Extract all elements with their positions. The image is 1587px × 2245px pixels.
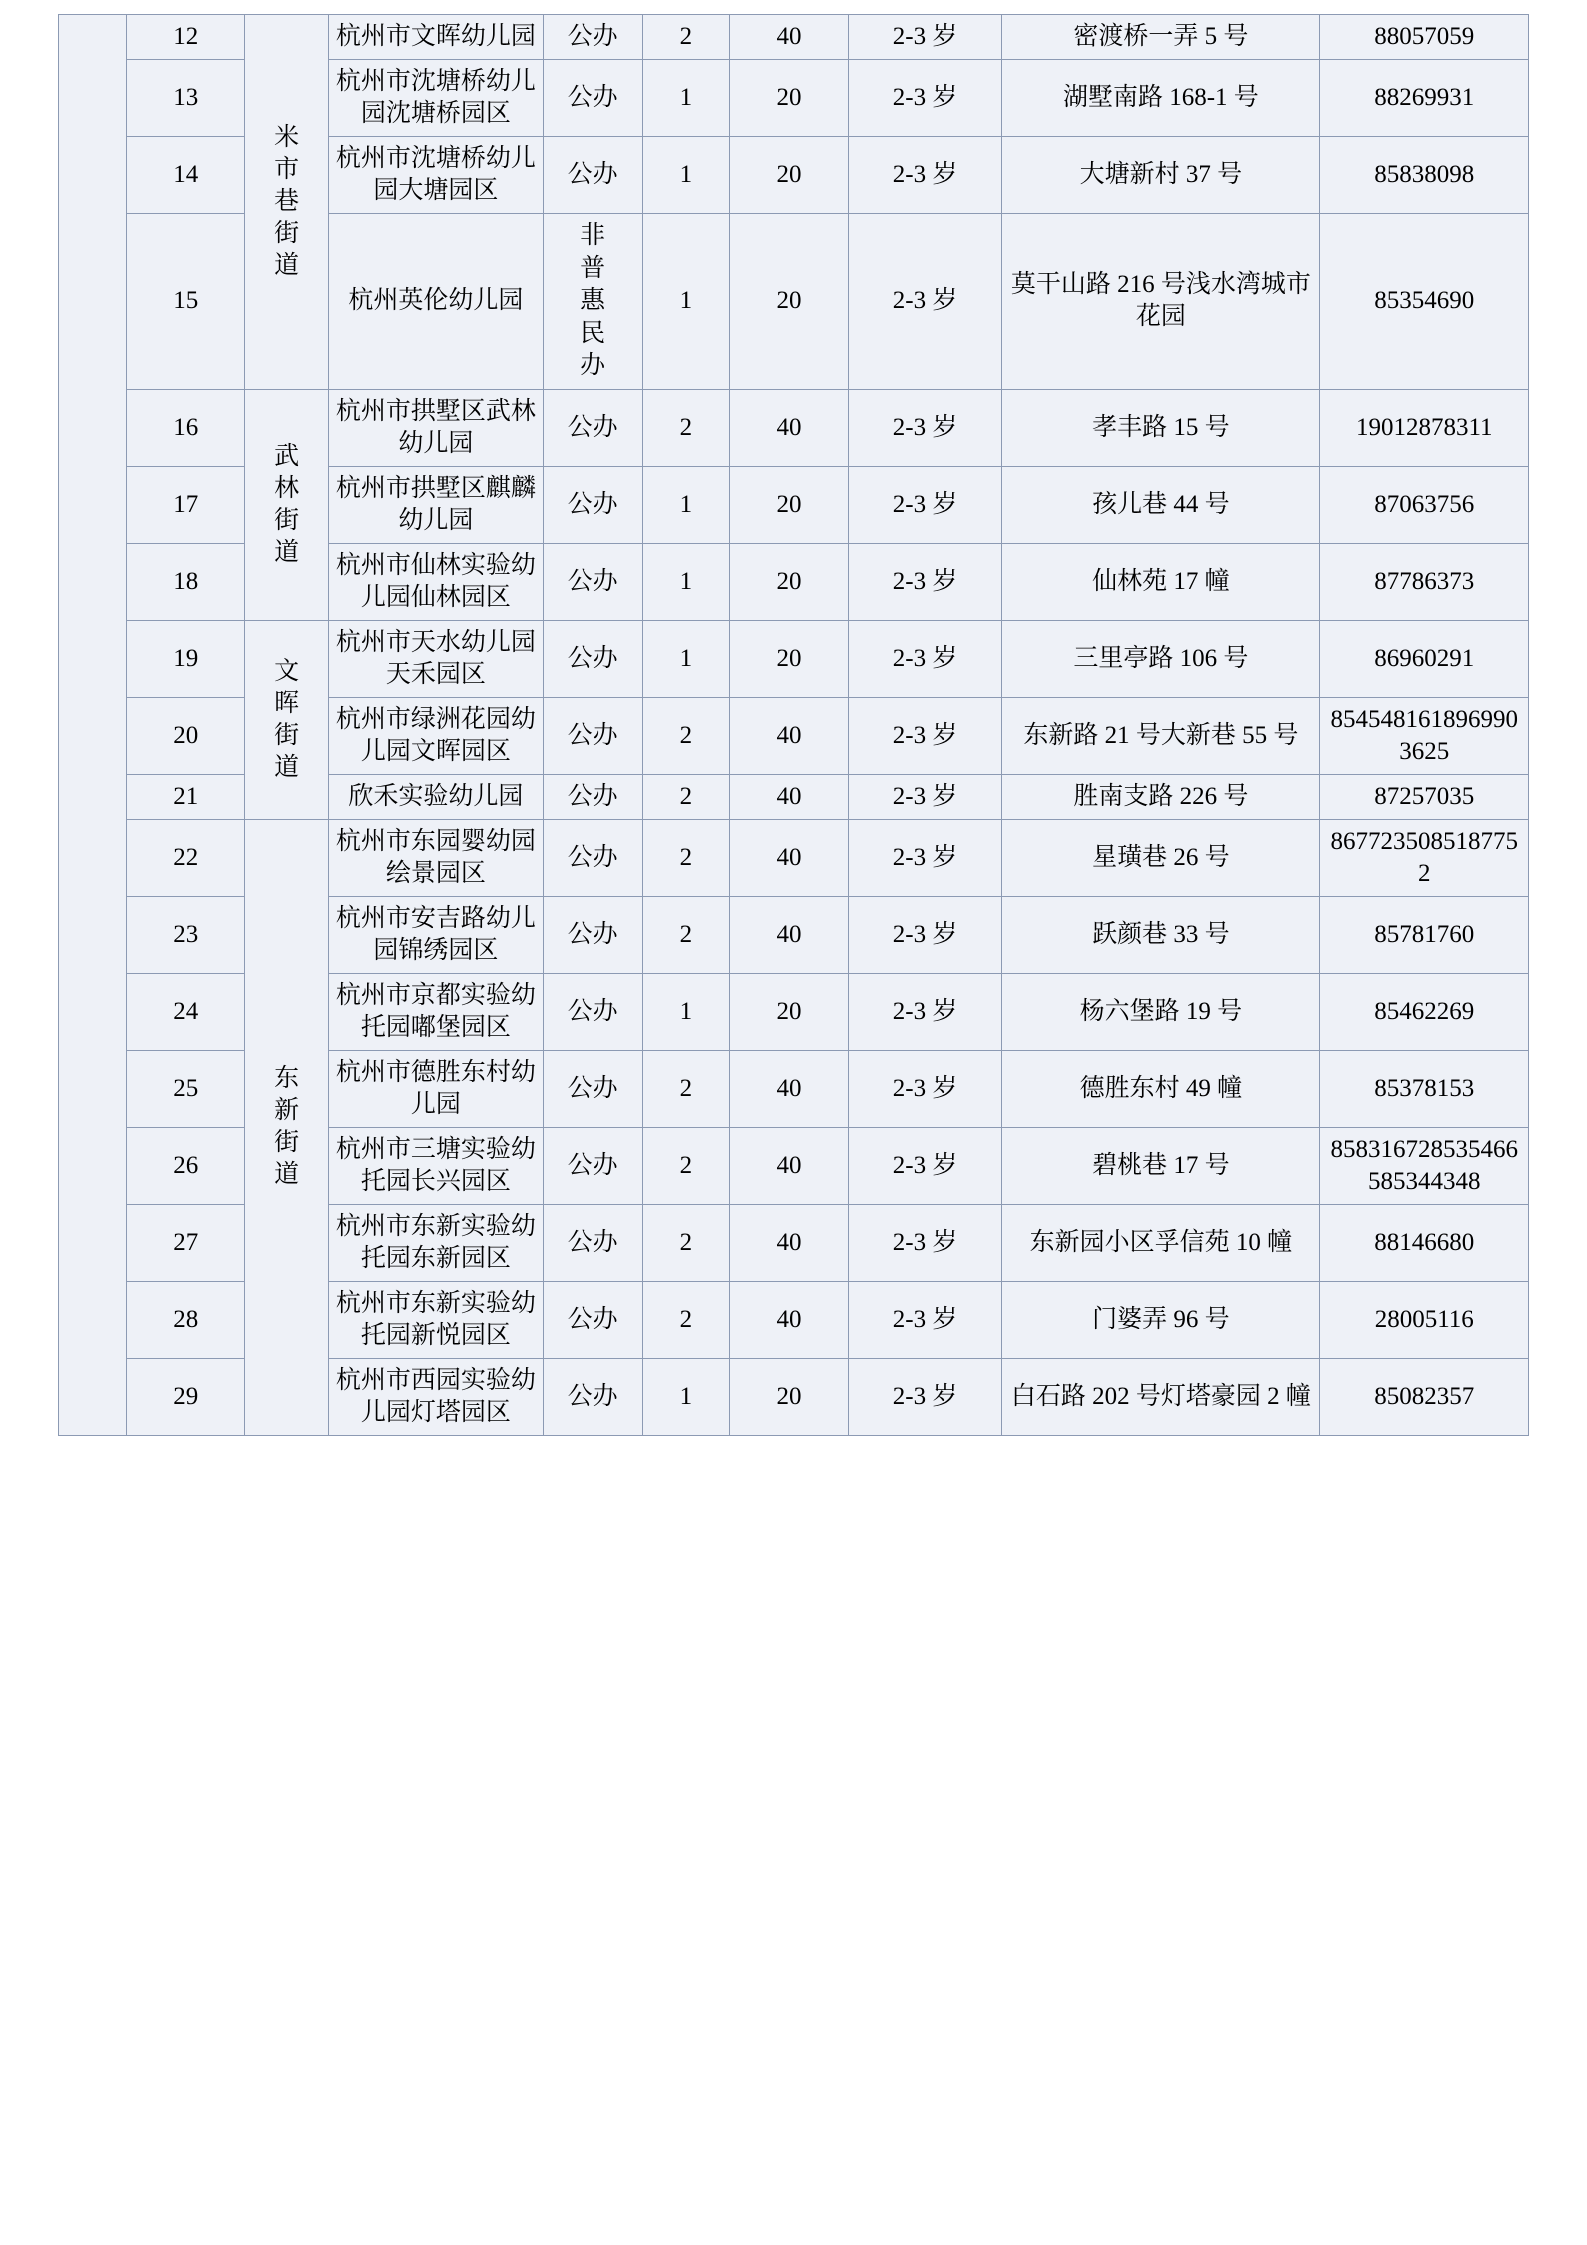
class-count: 2 bbox=[642, 1204, 730, 1281]
seat-count: 40 bbox=[730, 819, 848, 896]
age-range: 2-3 岁 bbox=[848, 1127, 1002, 1204]
left-margin-cell bbox=[59, 15, 127, 1436]
row-index: 15 bbox=[127, 214, 245, 390]
kindergarten-name: 杭州市东新实验幼托园东新园区 bbox=[328, 1204, 543, 1281]
phone: 87257035 bbox=[1320, 774, 1529, 819]
class-count: 2 bbox=[642, 1281, 730, 1358]
age-range: 2-3 岁 bbox=[848, 697, 1002, 774]
row-index: 18 bbox=[127, 543, 245, 620]
class-count: 1 bbox=[642, 973, 730, 1050]
kindergarten-name: 杭州市拱墅区麒麟幼儿园 bbox=[328, 466, 543, 543]
kindergarten-type: 公办 bbox=[543, 466, 642, 543]
street-group-wulin bbox=[245, 389, 328, 620]
class-count: 1 bbox=[642, 620, 730, 697]
class-count: 2 bbox=[642, 389, 730, 466]
address: 星璜巷 26 号 bbox=[1002, 819, 1320, 896]
row-index: 29 bbox=[127, 1358, 245, 1435]
kindergarten-type: 公办 bbox=[543, 1050, 642, 1127]
address: 德胜东村 49 幢 bbox=[1002, 1050, 1320, 1127]
class-count: 2 bbox=[642, 774, 730, 819]
kindergarten-type: 公办 bbox=[543, 15, 642, 60]
age-range: 2-3 岁 bbox=[848, 214, 1002, 390]
address: 跃颜巷 33 号 bbox=[1002, 896, 1320, 973]
seat-count: 40 bbox=[730, 774, 848, 819]
kindergarten-name: 杭州市京都实验幼托园嘟堡园区 bbox=[328, 973, 543, 1050]
seat-count: 20 bbox=[730, 214, 848, 390]
kindergarten-type: 公办 bbox=[543, 774, 642, 819]
kindergarten-name: 杭州市拱墅区武林幼儿园 bbox=[328, 389, 543, 466]
row-index: 22 bbox=[127, 819, 245, 896]
kindergarten-name: 杭州市沈塘桥幼儿园大塘园区 bbox=[328, 137, 543, 214]
row-index: 23 bbox=[127, 896, 245, 973]
phone: 858316728535466585344348 bbox=[1320, 1127, 1529, 1204]
seat-count: 20 bbox=[730, 620, 848, 697]
kindergarten-type: 公办 bbox=[543, 60, 642, 137]
address: 胜南支路 226 号 bbox=[1002, 774, 1320, 819]
kindergarten-enrollment-table bbox=[58, 14, 1529, 1436]
address: 大塘新村 37 号 bbox=[1002, 137, 1320, 214]
age-range: 2-3 岁 bbox=[848, 60, 1002, 137]
kindergarten-type: 公办 bbox=[543, 973, 642, 1050]
row-index: 26 bbox=[127, 1127, 245, 1204]
age-range: 2-3 岁 bbox=[848, 137, 1002, 214]
seat-count: 40 bbox=[730, 15, 848, 60]
street-group-dongxin bbox=[245, 819, 328, 1435]
seat-count: 20 bbox=[730, 1358, 848, 1435]
table-row bbox=[59, 389, 1529, 466]
kindergarten-type: 公办 bbox=[543, 543, 642, 620]
age-range: 2-3 岁 bbox=[848, 620, 1002, 697]
age-range: 2-3 岁 bbox=[848, 543, 1002, 620]
class-count: 1 bbox=[642, 137, 730, 214]
age-range: 2-3 岁 bbox=[848, 15, 1002, 60]
kindergarten-type: 公办 bbox=[543, 896, 642, 973]
seat-count: 40 bbox=[730, 697, 848, 774]
class-count: 2 bbox=[642, 1127, 730, 1204]
kindergarten-type: 公办 bbox=[543, 1281, 642, 1358]
table-row bbox=[59, 620, 1529, 697]
kindergarten-name: 欣禾实验幼儿园 bbox=[328, 774, 543, 819]
row-index: 25 bbox=[127, 1050, 245, 1127]
street-label: 文晖街道 bbox=[274, 657, 300, 781]
address: 杨六堡路 19 号 bbox=[1002, 973, 1320, 1050]
phone: 85082357 bbox=[1320, 1358, 1529, 1435]
phone: 85462269 bbox=[1320, 973, 1529, 1050]
address: 白石路 202 号灯塔豪园 2 幢 bbox=[1002, 1358, 1320, 1435]
table-row bbox=[59, 15, 1529, 60]
class-count: 2 bbox=[642, 1050, 730, 1127]
class-count: 1 bbox=[642, 1358, 730, 1435]
kindergarten-type: 公办 bbox=[543, 137, 642, 214]
age-range: 2-3 岁 bbox=[848, 1358, 1002, 1435]
row-index: 17 bbox=[127, 466, 245, 543]
class-count: 1 bbox=[642, 60, 730, 137]
phone: 8677235085187752 bbox=[1320, 819, 1529, 896]
kindergarten-type: 公办 bbox=[543, 389, 642, 466]
type-label: 非普惠民办 bbox=[580, 222, 606, 379]
kindergarten-name: 杭州市东新实验幼托园新悦园区 bbox=[328, 1281, 543, 1358]
address: 仙林苑 17 幢 bbox=[1002, 543, 1320, 620]
seat-count: 20 bbox=[730, 543, 848, 620]
phone: 85838098 bbox=[1320, 137, 1529, 214]
phone: 87786373 bbox=[1320, 543, 1529, 620]
address: 莫干山路 216 号浅水湾城市花园 bbox=[1002, 214, 1320, 390]
seat-count: 40 bbox=[730, 1050, 848, 1127]
address: 孩儿巷 44 号 bbox=[1002, 466, 1320, 543]
class-count: 2 bbox=[642, 819, 730, 896]
phone: 85781760 bbox=[1320, 896, 1529, 973]
row-index: 14 bbox=[127, 137, 245, 214]
class-count: 2 bbox=[642, 15, 730, 60]
seat-count: 40 bbox=[730, 1204, 848, 1281]
row-index: 24 bbox=[127, 973, 245, 1050]
street-group-mishixiang bbox=[245, 15, 328, 390]
seat-count: 40 bbox=[730, 1281, 848, 1358]
age-range: 2-3 岁 bbox=[848, 389, 1002, 466]
kindergarten-name: 杭州市德胜东村幼儿园 bbox=[328, 1050, 543, 1127]
address: 东新园小区孚信苑 10 幢 bbox=[1002, 1204, 1320, 1281]
class-count: 1 bbox=[642, 543, 730, 620]
class-count: 1 bbox=[642, 466, 730, 543]
seat-count: 40 bbox=[730, 1127, 848, 1204]
age-range: 2-3 岁 bbox=[848, 1050, 1002, 1127]
row-index: 16 bbox=[127, 389, 245, 466]
kindergarten-type: 公办 bbox=[543, 1127, 642, 1204]
class-count: 1 bbox=[642, 214, 730, 390]
street-label: 东新街道 bbox=[274, 1065, 300, 1188]
row-index: 20 bbox=[127, 697, 245, 774]
age-range: 2-3 岁 bbox=[848, 774, 1002, 819]
street-label: 武林街道 bbox=[274, 442, 300, 566]
kindergarten-name: 杭州市仙林实验幼儿园仙林园区 bbox=[328, 543, 543, 620]
kindergarten-name: 杭州市西园实验幼儿园灯塔园区 bbox=[328, 1358, 543, 1435]
address: 孝丰路 15 号 bbox=[1002, 389, 1320, 466]
age-range: 2-3 岁 bbox=[848, 973, 1002, 1050]
row-index: 13 bbox=[127, 60, 245, 137]
class-count: 2 bbox=[642, 697, 730, 774]
address: 密渡桥一弄 5 号 bbox=[1002, 15, 1320, 60]
kindergarten-type bbox=[543, 214, 642, 390]
kindergarten-type: 公办 bbox=[543, 1204, 642, 1281]
row-index: 27 bbox=[127, 1204, 245, 1281]
age-range: 2-3 岁 bbox=[848, 819, 1002, 896]
age-range: 2-3 岁 bbox=[848, 896, 1002, 973]
kindergarten-name: 杭州市三塘实验幼托园长兴园区 bbox=[328, 1127, 543, 1204]
seat-count: 20 bbox=[730, 973, 848, 1050]
age-range: 2-3 岁 bbox=[848, 1204, 1002, 1281]
kindergarten-name: 杭州市安吉路幼儿园锦绣园区 bbox=[328, 896, 543, 973]
phone: 85378153 bbox=[1320, 1050, 1529, 1127]
kindergarten-type: 公办 bbox=[543, 697, 642, 774]
kindergarten-name: 杭州市沈塘桥幼儿园沈塘桥园区 bbox=[328, 60, 543, 137]
phone: 28005116 bbox=[1320, 1281, 1529, 1358]
kindergarten-name: 杭州市东园婴幼园绘景园区 bbox=[328, 819, 543, 896]
kindergarten-name: 杭州市绿洲花园幼儿园文晖园区 bbox=[328, 697, 543, 774]
phone: 8545481618969903625 bbox=[1320, 697, 1529, 774]
phone: 88146680 bbox=[1320, 1204, 1529, 1281]
kindergarten-type: 公办 bbox=[543, 620, 642, 697]
class-count: 2 bbox=[642, 896, 730, 973]
phone: 88057059 bbox=[1320, 15, 1529, 60]
age-range: 2-3 岁 bbox=[848, 1281, 1002, 1358]
row-index: 21 bbox=[127, 774, 245, 819]
kindergarten-type: 公办 bbox=[543, 819, 642, 896]
address: 湖墅南路 168-1 号 bbox=[1002, 60, 1320, 137]
phone: 87063756 bbox=[1320, 466, 1529, 543]
seat-count: 40 bbox=[730, 389, 848, 466]
phone: 85354690 bbox=[1320, 214, 1529, 390]
street-group-wenhui bbox=[245, 620, 328, 819]
row-index: 12 bbox=[127, 15, 245, 60]
address: 碧桃巷 17 号 bbox=[1002, 1127, 1320, 1204]
phone: 88269931 bbox=[1320, 60, 1529, 137]
row-index: 28 bbox=[127, 1281, 245, 1358]
kindergarten-name: 杭州市天水幼儿园天禾园区 bbox=[328, 620, 543, 697]
street-label: 米市巷街道 bbox=[274, 123, 300, 279]
seat-count: 20 bbox=[730, 137, 848, 214]
phone: 86960291 bbox=[1320, 620, 1529, 697]
kindergarten-name: 杭州英伦幼儿园 bbox=[328, 214, 543, 390]
row-index: 19 bbox=[127, 620, 245, 697]
table-row bbox=[59, 819, 1529, 896]
seat-count: 40 bbox=[730, 896, 848, 973]
seat-count: 20 bbox=[730, 60, 848, 137]
phone: 19012878311 bbox=[1320, 389, 1529, 466]
address: 东新路 21 号大新巷 55 号 bbox=[1002, 697, 1320, 774]
address: 门婆弄 96 号 bbox=[1002, 1281, 1320, 1358]
age-range: 2-3 岁 bbox=[848, 466, 1002, 543]
address: 三里亭路 106 号 bbox=[1002, 620, 1320, 697]
seat-count: 20 bbox=[730, 466, 848, 543]
kindergarten-name: 杭州市文晖幼儿园 bbox=[328, 15, 543, 60]
kindergarten-type: 公办 bbox=[543, 1358, 642, 1435]
